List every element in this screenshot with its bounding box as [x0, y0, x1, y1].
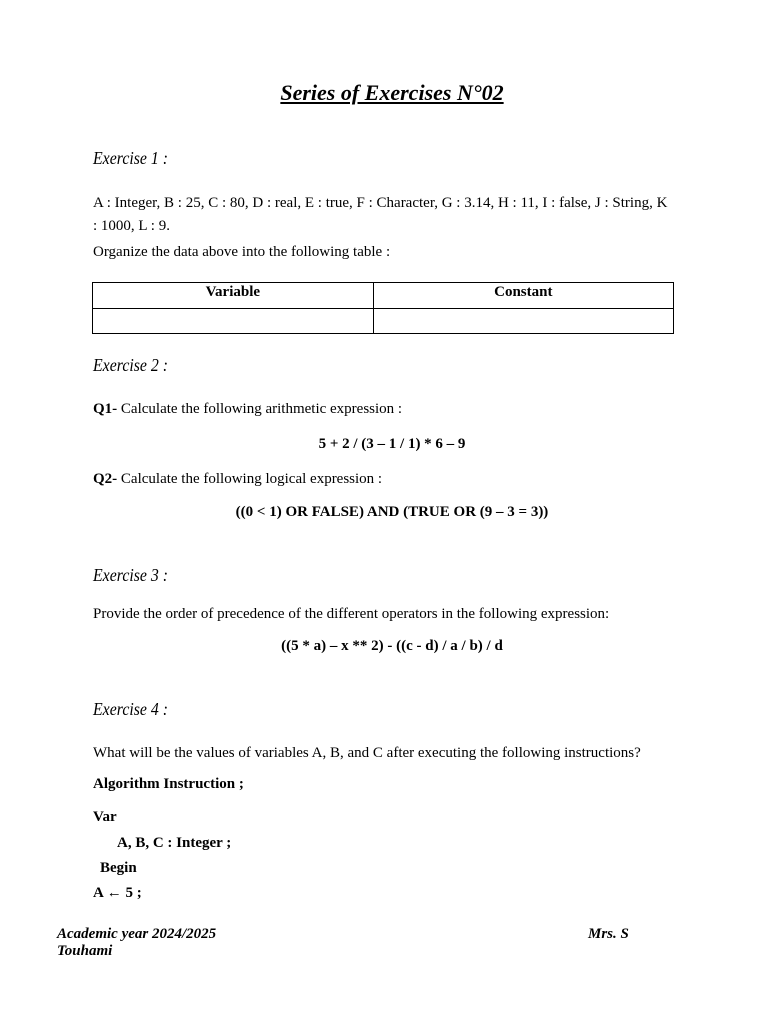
q2-expression: ((0 < 1) OR FALSE) AND (TRUE OR (9 – 3 = 3)): [235, 504, 549, 520]
table-header-constant: Constant: [373, 283, 673, 309]
q1-text: Calculate the following arithmetic expression :: [117, 401, 403, 417]
q2-label: Q2-: [93, 471, 118, 487]
exercise-3-expression: ((5 * a) – x ** 2) - ((c - d) / a / b) / d: [281, 638, 503, 654]
exercise-1-heading: Exercise 1 :: [93, 148, 169, 168]
q2-text: Calculate the following logical expression :: [117, 471, 383, 487]
table-cell-constant: [373, 309, 673, 334]
exercise-1-data-line-2: : 1000, L : 9.: [93, 218, 170, 234]
exercise-3-heading: Exercise 3 :: [93, 565, 169, 585]
code-assignment-line: A ← 5 ;: [93, 885, 142, 901]
variable-constant-table: [92, 282, 674, 334]
exercise-1-data-line-1: A : Integer, B : 25, C : 80, D : real, E : true, F : Character, G : 3.14, H : 11, I : false, J : String, K: [93, 195, 668, 211]
exercise-4-heading: Exercise 4 :: [93, 699, 169, 719]
table-cell-variable: [93, 309, 374, 334]
code-declaration-line: A, B, C : Integer ;: [117, 835, 232, 851]
table-header-variable: Variable: [93, 283, 374, 309]
code-algorithm-line: Algorithm Instruction ;: [93, 776, 244, 792]
footer-teacher-surname: Touhami: [57, 943, 113, 959]
exercise-4-text: What will be the values of variables A, B, and C after executing the following instructions?: [93, 745, 641, 761]
table-row: [93, 309, 674, 334]
exercise-2-q2: [93, 468, 693, 491]
exercise-2-q1: [93, 398, 693, 421]
exercise-3-text: Provide the order of precedence of the different operators in the following expression:: [93, 606, 610, 622]
q1-expression: 5 + 2 / (3 – 1 / 1) * 6 – 9: [318, 436, 466, 452]
q1-label: Q1-: [93, 401, 118, 417]
table-header-row: [93, 283, 674, 309]
exercise-2-heading: Exercise 2 :: [93, 355, 169, 375]
code-begin-line: Begin: [100, 860, 137, 876]
page-title: Series of Exercises N°02: [280, 80, 504, 105]
code-var-line: Var: [93, 809, 117, 825]
exercise-1-instruction: Organize the data above into the following table :: [93, 244, 391, 260]
footer-teacher-name: Mrs. S: [588, 926, 629, 942]
footer-academic-year: Academic year 2024/2025: [57, 926, 217, 942]
